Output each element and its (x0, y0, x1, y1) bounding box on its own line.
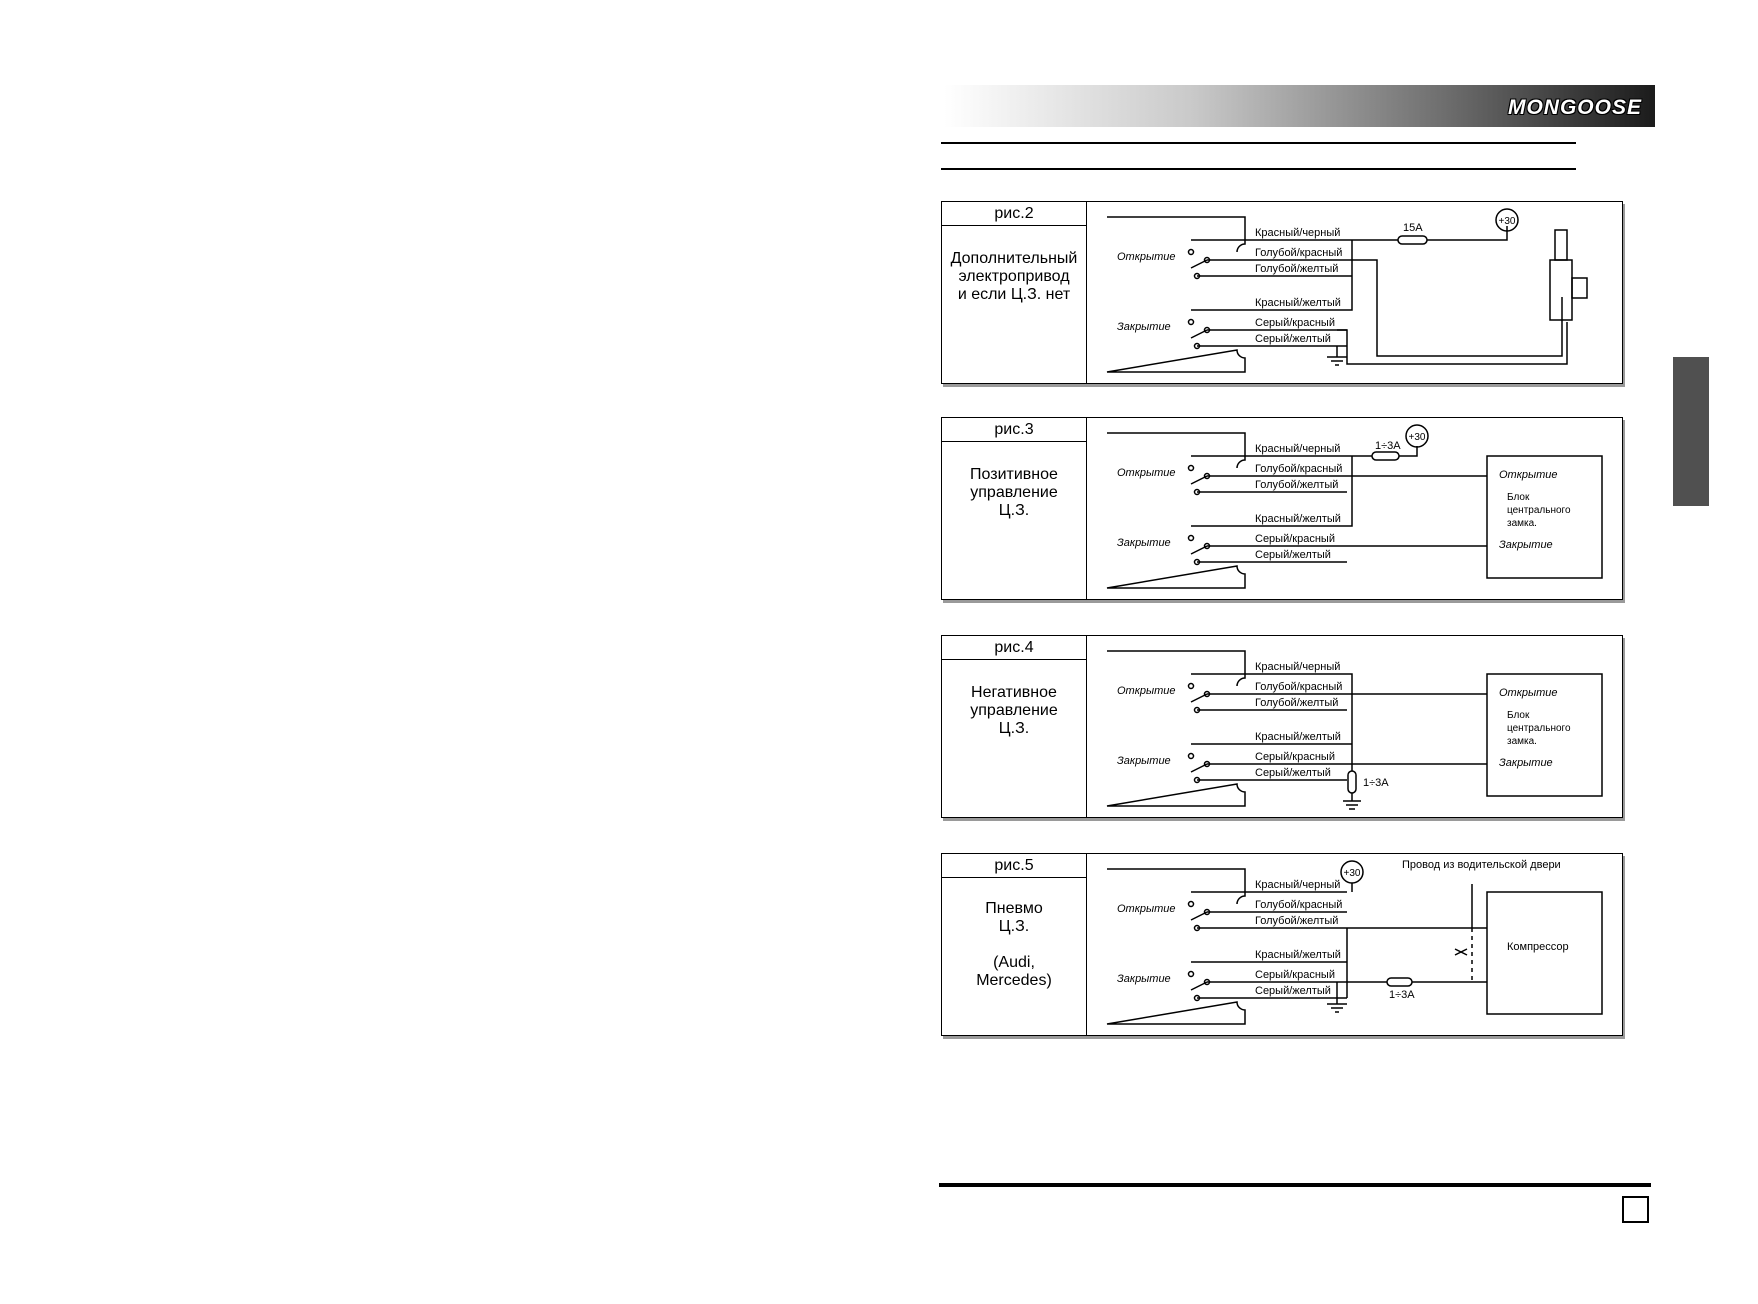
svg-text:Серый/желтый: Серый/желтый (1255, 549, 1331, 561)
svg-text:Открытие: Открытие (1499, 687, 1558, 699)
figure-label: рис.4 (942, 636, 1086, 660)
svg-text:Открытие: Открытие (1117, 903, 1176, 915)
mongoose-logo: MONGOOSE (1507, 96, 1642, 119)
svg-text:Серый/красный: Серый/красный (1255, 533, 1335, 545)
svg-text:центрального: центрального (1507, 723, 1571, 734)
svg-text:Серый/красный: Серый/красный (1255, 317, 1335, 329)
svg-text:Закрытие: Закрытие (1499, 539, 1553, 551)
svg-text:Серый/красный: Серый/красный (1255, 751, 1335, 763)
page-number-box (1622, 1196, 1649, 1223)
svg-text:Голубой/желтый: Голубой/желтый (1255, 915, 1339, 927)
svg-text:Голубой/желтый: Голубой/желтый (1255, 697, 1339, 709)
figure-description: Пневмо Ц.З. (Audi, Mercedes) (976, 900, 1052, 989)
figure-label: рис.5 (942, 854, 1086, 878)
svg-text:Закрытие: Закрытие (1499, 757, 1553, 769)
svg-text:замка.: замка. (1507, 518, 1537, 529)
top-rule-2 (941, 168, 1576, 170)
svg-text:Открытие: Открытие (1117, 467, 1176, 479)
svg-text:1÷3А: 1÷3А (1375, 440, 1401, 452)
svg-text:Серый/желтый: Серый/желтый (1255, 767, 1331, 779)
svg-text:Закрытие: Закрытие (1117, 973, 1171, 985)
svg-text:Открытие: Открытие (1499, 469, 1558, 481)
svg-text:Компрессор: Компрессор (1507, 941, 1569, 953)
figure-caption-column (942, 636, 1087, 817)
svg-text:Голубой/желтый: Голубой/желтый (1255, 479, 1339, 491)
svg-text:Серый/желтый: Серый/желтый (1255, 333, 1331, 345)
svg-text:+30: +30 (1498, 216, 1516, 227)
wiring-diagram (1087, 854, 1623, 1035)
svg-text:Красный/черный: Красный/черный (1255, 443, 1341, 455)
svg-text:Голубой/красный: Голубой/красный (1255, 247, 1343, 259)
svg-text:замка.: замка. (1507, 736, 1537, 747)
svg-text:1÷3А: 1÷3А (1363, 777, 1389, 789)
figure-description: Позитивное управление Ц.З. (970, 466, 1058, 519)
figure-caption-column (942, 854, 1087, 1035)
figure-panel-3 (941, 417, 1623, 600)
svg-text:Закрытие: Закрытие (1117, 321, 1171, 333)
figure-panel-2 (941, 201, 1623, 384)
figure-caption-column (942, 418, 1087, 599)
svg-text:Открытие: Открытие (1117, 685, 1176, 697)
svg-text:+30: +30 (1343, 868, 1361, 879)
svg-text:Серый/желтый: Серый/желтый (1255, 985, 1331, 997)
wiring-diagram (1087, 418, 1623, 599)
svg-text:Серый/красный: Серый/красный (1255, 969, 1335, 981)
svg-text:центрального: центрального (1507, 505, 1571, 516)
svg-text:+30: +30 (1408, 432, 1426, 443)
svg-text:Красный/желтый: Красный/желтый (1255, 513, 1341, 525)
figure-caption-column (942, 202, 1087, 383)
svg-text:Закрытие: Закрытие (1117, 537, 1171, 549)
svg-text:Красный/черный: Красный/черный (1255, 879, 1341, 891)
side-tab-marker (1673, 357, 1709, 506)
svg-text:Красный/черный: Красный/черный (1255, 227, 1341, 239)
top-rule-1 (941, 142, 1576, 144)
svg-text:Голубой/красный: Голубой/красный (1255, 681, 1343, 693)
figure-description: Негативное управление Ц.З. (970, 684, 1058, 737)
svg-text:Блок: Блок (1507, 492, 1530, 503)
svg-text:Голубой/красный: Голубой/красный (1255, 899, 1343, 911)
svg-text:Блок: Блок (1507, 710, 1530, 721)
svg-text:15А: 15А (1403, 222, 1423, 234)
svg-text:1÷3А: 1÷3А (1389, 989, 1415, 1001)
figure-label: рис.3 (942, 418, 1086, 442)
svg-text:Красный/желтый: Красный/желтый (1255, 949, 1341, 961)
svg-text:Красный/черный: Красный/черный (1255, 661, 1341, 673)
svg-text:Голубой/красный: Голубой/красный (1255, 463, 1343, 475)
svg-text:Провод из водительской двери: Провод из водительской двери (1402, 859, 1561, 871)
bottom-rule (939, 1183, 1651, 1187)
figure-panel-4 (941, 635, 1623, 818)
figure-description: Дополнительный электропривод и если Ц.З. нет (950, 250, 1078, 303)
wiring-diagram (1087, 636, 1623, 817)
svg-text:Голубой/желтый: Голубой/желтый (1255, 263, 1339, 275)
svg-text:Красный/желтый: Красный/желтый (1255, 731, 1341, 743)
svg-text:Закрытие: Закрытие (1117, 755, 1171, 767)
figure-label: рис.2 (942, 202, 1086, 226)
svg-text:Красный/желтый: Красный/желтый (1255, 297, 1341, 309)
figure-panel-5 (941, 853, 1623, 1036)
wiring-diagram (1087, 202, 1623, 383)
svg-text:Открытие: Открытие (1117, 251, 1176, 263)
